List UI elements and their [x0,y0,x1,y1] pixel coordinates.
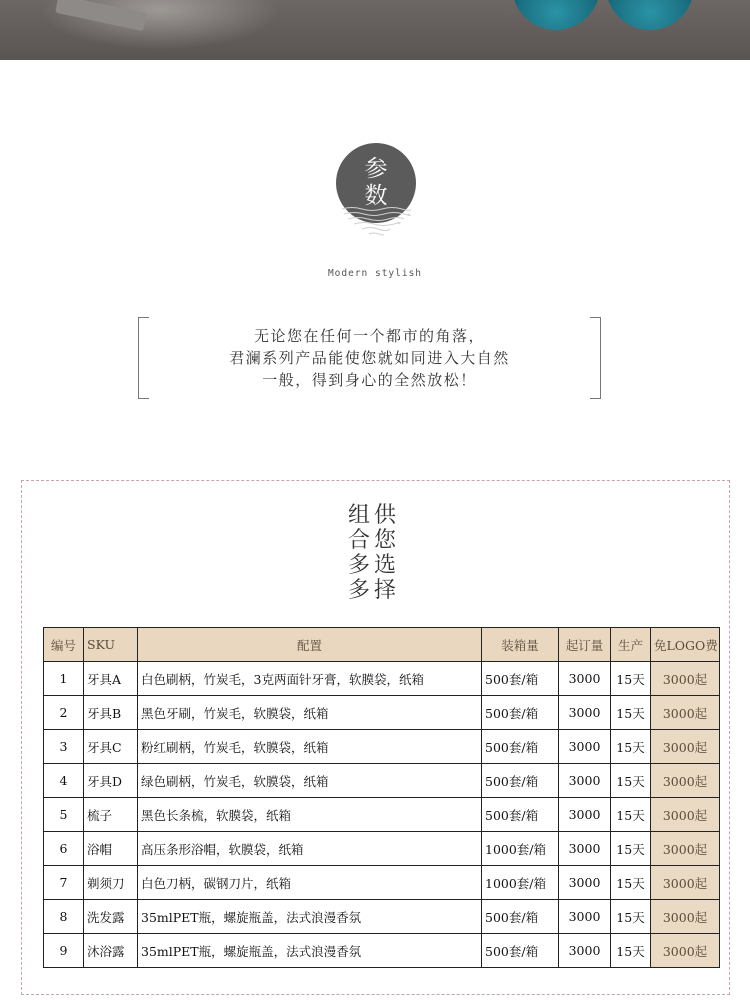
row-lead-time: 15天 [611,934,651,968]
row-sku: 洗发露 [84,900,138,934]
table-body [44,662,720,968]
header-pack: 装箱量 [482,628,559,662]
row-lead-time: 15天 [611,662,651,696]
row-index: 5 [44,798,84,832]
row-pack: 500套/箱 [482,934,559,968]
row-pack: 500套/箱 [482,900,559,934]
bottle-image [512,0,600,30]
row-index: 7 [44,866,84,900]
table-row [44,696,720,730]
row-moq: 3000 [559,832,611,866]
header-logo-fee: 免LOGO费 [651,628,720,662]
row-index: 2 [44,696,84,730]
row-index: 9 [44,934,84,968]
table-row [44,798,720,832]
badge-char: 数 [364,183,388,209]
bottle-image [606,0,694,30]
section-subtitle: Modern stylish [327,268,423,279]
row-sku: 剃须刀 [84,866,138,900]
quote-line: 一般，得到身心的全然放松！ [262,371,477,389]
row-logo-fee: 3000起 [651,696,720,730]
table-row [44,934,720,968]
quote-text [138,325,601,391]
quote-line: 无论您在任何一个都市的角落， [253,327,485,345]
row-logo-fee: 3000起 [651,730,720,764]
quote-block [138,317,601,399]
row-index: 1 [44,662,84,696]
row-pack: 500套/箱 [482,696,559,730]
row-logo-fee: 3000起 [651,764,720,798]
title-char: 组 [348,503,371,528]
header-config: 配置 [138,628,482,662]
row-sku: 牙具C [84,730,138,764]
table-header-row [44,628,720,662]
row-moq: 3000 [559,798,611,832]
row-lead-time: 15天 [611,798,651,832]
row-lead-time: 15天 [611,730,651,764]
row-logo-fee: 3000起 [651,832,720,866]
quote-line: 君澜系列产品能使您就如同进入大自然 [229,349,510,367]
row-sku: 梳子 [84,798,138,832]
table-row [44,832,720,866]
row-moq: 3000 [559,730,611,764]
row-sku: 牙具A [84,662,138,696]
row-lead-time: 15天 [611,764,651,798]
wave-lines-icon [336,205,416,241]
row-index: 6 [44,832,84,866]
table-row [44,662,720,696]
row-pack: 1000套/箱 [482,832,559,866]
vertical-title [348,503,396,603]
row-pack: 500套/箱 [482,764,559,798]
row-pack: 500套/箱 [482,730,559,764]
title-char: 多 [348,578,371,603]
row-logo-fee: 3000起 [651,900,720,934]
row-config: 白色刀柄，碳钢刀片，纸箱 [138,866,482,900]
header-lead-time: 生产 [611,628,651,662]
row-config: 35mlPET瓶，螺旋瓶盖，法式浪漫香氛 [138,934,482,968]
row-logo-fee: 3000起 [651,798,720,832]
title-char: 合 [348,528,371,553]
title-char: 供 [374,503,397,528]
row-config: 粉红刷柄，竹炭毛，软膜袋，纸箱 [138,730,482,764]
row-pack: 500套/箱 [482,798,559,832]
header-moq: 起订量 [559,628,611,662]
row-config: 绿色刷柄，竹炭毛，软膜袋，纸箱 [138,764,482,798]
row-index: 8 [44,900,84,934]
table-row [44,900,720,934]
row-config: 黑色牙刷，竹炭毛，软膜袋，纸箱 [138,696,482,730]
header-index: 编号 [44,628,84,662]
row-index: 4 [44,764,84,798]
title-char: 多 [348,553,371,578]
header-sku: SKU [84,628,138,662]
row-config: 白色刷柄，竹炭毛，3克两面针牙膏，软膜袋，纸箱 [138,662,482,696]
title-char: 您 [374,528,397,553]
row-moq: 3000 [559,764,611,798]
row-config: 35mlPET瓶，螺旋瓶盖，法式浪漫香氛 [138,900,482,934]
vertical-title-column [374,503,396,603]
row-lead-time: 15天 [611,900,651,934]
title-char: 选 [374,553,397,578]
row-moq: 3000 [559,934,611,968]
row-sku: 浴帽 [84,832,138,866]
row-pack: 1000套/箱 [482,866,559,900]
row-moq: 3000 [559,662,611,696]
row-moq: 3000 [559,900,611,934]
badge-char: 参 [364,156,388,182]
row-logo-fee: 3000起 [651,866,720,900]
row-config: 黑色长条梳，软膜袋，纸箱 [138,798,482,832]
table-row [44,730,720,764]
row-moq: 3000 [559,696,611,730]
spec-table [43,627,720,968]
row-pack: 500套/箱 [482,662,559,696]
row-logo-fee: 3000起 [651,934,720,968]
row-moq: 3000 [559,866,611,900]
row-lead-time: 15天 [611,696,651,730]
vertical-title-column [348,503,370,603]
row-lead-time: 15天 [611,866,651,900]
row-config: 高压条形浴帽，软膜袋，纸箱 [138,832,482,866]
row-sku: 牙具D [84,764,138,798]
row-sku: 沐浴露 [84,934,138,968]
row-index: 3 [44,730,84,764]
hero-photo [0,0,750,60]
row-logo-fee: 3000起 [651,662,720,696]
title-char: 择 [374,578,397,603]
row-sku: 牙具B [84,696,138,730]
table-row [44,764,720,798]
row-lead-time: 15天 [611,832,651,866]
table-row [44,866,720,900]
